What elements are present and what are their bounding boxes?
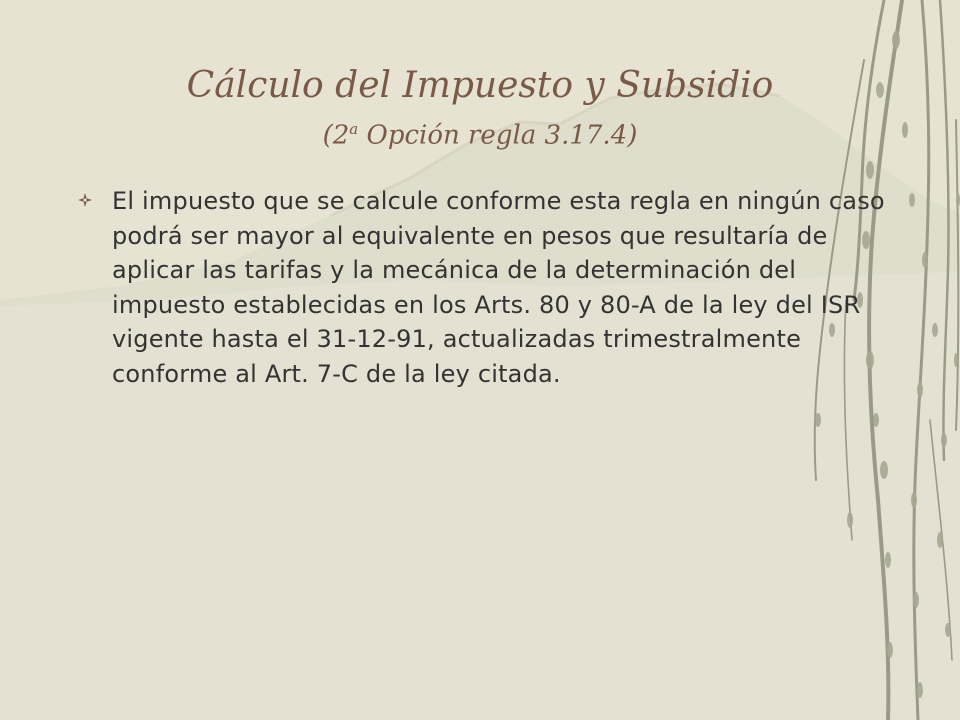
subtitle-prefix: (2 <box>322 120 350 151</box>
subtitle-superscript: a <box>349 120 359 138</box>
four-point-star-bullet-icon <box>78 193 92 207</box>
bullet-item <box>78 184 898 391</box>
title-main: Cálculo del Impuesto y Subsidio <box>186 65 774 106</box>
title-subtitle <box>60 110 900 155</box>
subtitle-suffix: Opción regla 3.17.4) <box>358 120 638 151</box>
slide-title <box>60 62 900 155</box>
bullet-text: El impuesto que se calcule conforme esta regla en ningún caso podrá ser mayor al equivalente en pesos que resultaría de aplicar las tarifas y la mecánica de la determinación del impuesto establecidas en los Arts. 80 y 80-A de la ley del ISR vigente hasta el 31-12-91, actualizadas trimestralmente conforme al Art. 7-C de la ley citada. <box>112 187 885 388</box>
